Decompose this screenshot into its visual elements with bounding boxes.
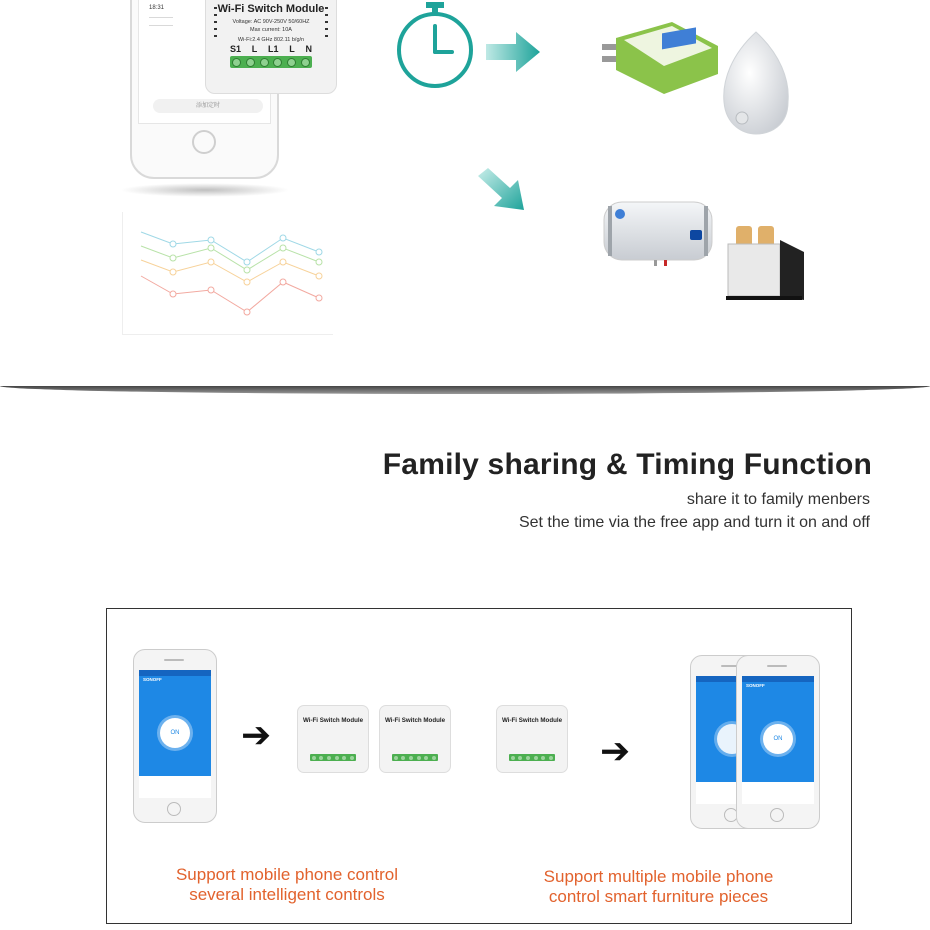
module-title: Wi-Fi Switch Module (384, 717, 446, 724)
terminal-block (310, 754, 356, 761)
app-status-bar (742, 676, 814, 682)
wifi-switch-module (297, 705, 369, 773)
humidifier-icon (720, 30, 792, 136)
phone-shadow (120, 183, 290, 197)
app-status-bar (139, 670, 211, 676)
terminal-label: N (305, 44, 312, 54)
phone-speaker (164, 659, 184, 661)
terminal-block (509, 754, 555, 761)
terminal-label: L (289, 44, 295, 54)
page-title: Family sharing & Timing Function (382, 448, 872, 481)
add-timer-button: 添加定时 (153, 99, 263, 113)
caption-line-1: Support multiple mobile phone (543, 867, 774, 886)
app-screen (742, 676, 814, 804)
power-on-button: ON (763, 724, 793, 754)
arrow-right-icon (486, 30, 542, 74)
caption-line-2: control smart furniture pieces (548, 887, 769, 906)
home-button-icon (192, 130, 216, 154)
home-button-icon (770, 808, 784, 822)
terminal-label: L1 (267, 44, 279, 54)
arrow-right-icon: ➔ (241, 714, 272, 755)
toaster-icon (724, 224, 806, 302)
power-on-button: ON (160, 718, 190, 748)
module-title: Wi-Fi Switch Module (302, 717, 364, 724)
module-dots (214, 7, 217, 41)
app-screen (139, 670, 211, 798)
phone-row: ———— (149, 15, 173, 21)
phone-speaker (767, 665, 787, 667)
arrow-down-right-icon (476, 168, 528, 214)
timer-icon (392, 0, 480, 92)
arrow-right-icon: ➔ (600, 730, 631, 771)
module-dots (325, 7, 328, 41)
panel-multi-phone (466, 608, 852, 924)
terminal-block (230, 56, 312, 68)
power-plug-icon (602, 18, 722, 98)
wifi-switch-module (379, 705, 451, 773)
water-heater-icon (602, 200, 714, 266)
subtitle-family: share it to family menbers (686, 491, 870, 508)
module-title: Wi-Fi Switch Module (217, 3, 325, 15)
app-brand: SONOFF (746, 683, 765, 688)
module-terminal-labels (230, 44, 312, 54)
app-brand: SONOFF (143, 677, 162, 682)
caption-line-2: several intelligent controls (189, 885, 385, 904)
home-button-icon (167, 802, 181, 816)
phone-time: 18:31 (149, 5, 165, 11)
terminal-label: L (251, 44, 258, 54)
phone-row: ———— (149, 23, 173, 29)
terminal-block (392, 754, 438, 761)
phone-app (133, 649, 217, 823)
module-current: Max current: 10A (250, 27, 292, 33)
caption-line-1: Support mobile phone control (175, 865, 399, 884)
wifi-switch-module (496, 705, 568, 773)
module-wifi: Wi-Fi:2.4 GHz 802.11 b/g/n (237, 37, 305, 43)
top-illustration (0, 0, 930, 390)
panel-single-phone (106, 608, 468, 924)
section-divider (0, 386, 930, 394)
app-tab-bar (139, 776, 211, 798)
subtitle-timing: Set the time via the free app and turn it on and off (518, 514, 870, 531)
phone-app-front (736, 655, 820, 829)
decorative-line-chart (122, 212, 333, 335)
app-tab-bar (742, 782, 814, 804)
terminal-label: S1 (230, 44, 242, 54)
module-voltage: Voltage: AC 90V-250V 50/60HZ (232, 19, 310, 25)
wifi-switch-module (205, 0, 337, 94)
module-title: Wi-Fi Switch Module (501, 717, 563, 724)
